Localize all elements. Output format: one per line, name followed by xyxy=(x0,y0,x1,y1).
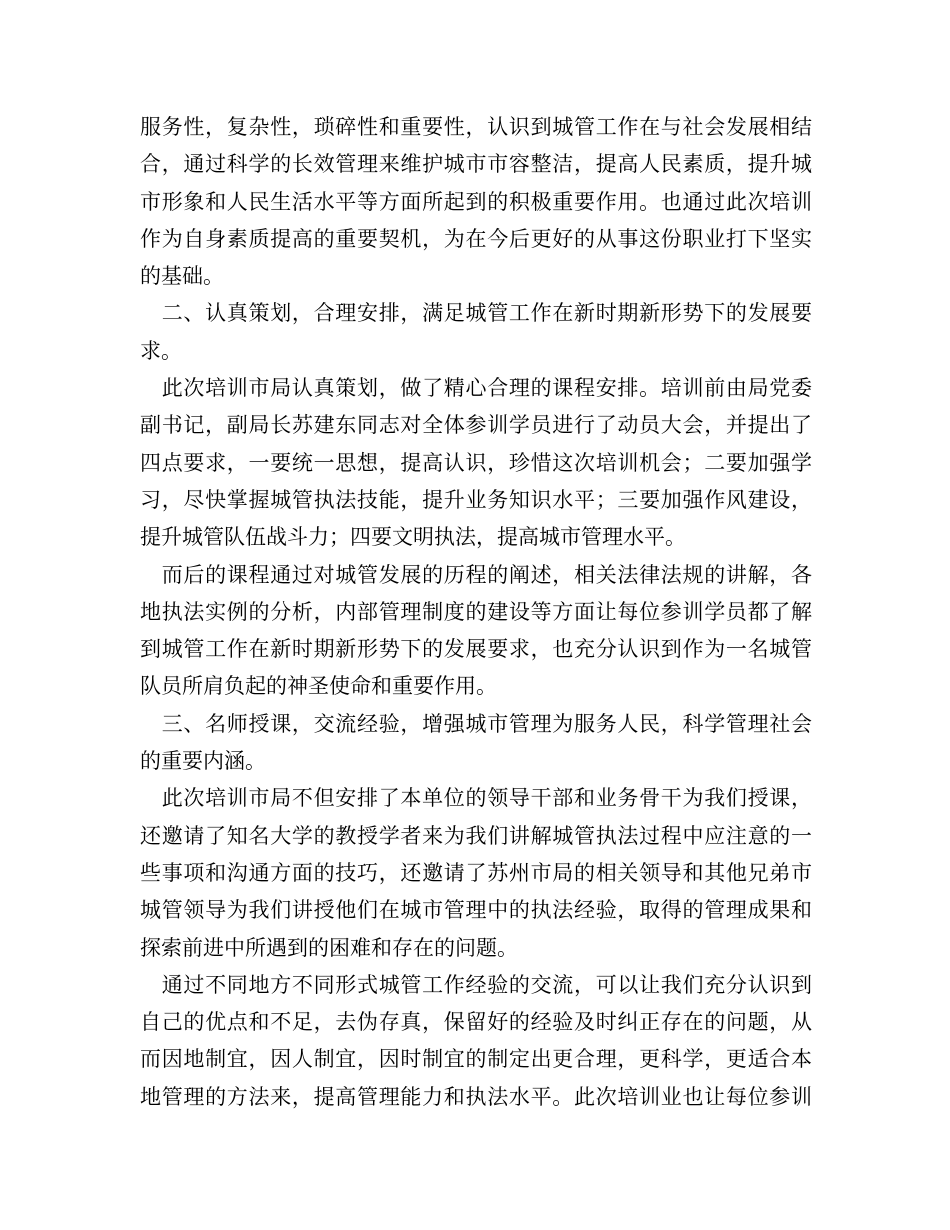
text-line: 此次培训市局不但安排了本单位的领导干部和业务骨干为我们授课， xyxy=(140,786,812,811)
text-line: 到城管工作在新时期新形势下的发展要求，也充分认识到作为一名城管 xyxy=(140,637,812,662)
text-line: 城管领导为我们讲授他们在城市管理中的执法经验，取得的管理成果和 xyxy=(140,898,812,923)
text-line: 服务性，复杂性，琐碎性和重要性，认识到城管工作在与社会发展相结 xyxy=(140,115,812,139)
text-line: 提升城管队伍战斗力；四要文明执法，提高城市管理水平。 xyxy=(140,525,686,550)
text-line: 地执法实例的分析，内部管理制度的建设等方面让每位参训学员都了解 xyxy=(140,599,812,624)
section-heading: 三、名师授课，交流经验，增强城市管理为服务人民，科学管理社会 xyxy=(140,711,812,736)
text-line: 习，尽快掌握城管执法技能，提升业务知识水平；三要加强作风建设， xyxy=(140,487,812,512)
text-line: 此次培训市局认真策划，做了精心合理的课程安排。培训前由局党委 xyxy=(140,376,812,401)
text-line: 作为自身素质提高的重要契机，为在今后更好的从事这份职业打下坚实 xyxy=(140,226,812,251)
text-line: 地管理的方法来，提高管理能力和执法水平。此次培训业也让每位参训 xyxy=(140,1084,812,1109)
text-line: 副书记，副局长苏建东同志对全体参训学员进行了动员大会，并提出了 xyxy=(140,413,812,438)
text-line: 还邀请了知名大学的教授学者来为我们讲解城管执法过程中应注意的一 xyxy=(140,823,812,848)
text-line: 通过不同地方不同形式城管工作经验的交流，可以让我们充分认识到 xyxy=(140,972,812,997)
text-line: 自己的优点和不足，去伪存真，保留好的经验及时纠正存在的问题，从 xyxy=(140,1010,812,1035)
text-line: 合，通过科学的长效管理来维护城市市容整洁，提高人民素质，提升城 xyxy=(140,152,812,177)
section-heading: 二、认真策划，合理安排，满足城管工作在新时期新形势下的发展要 xyxy=(140,301,812,326)
text-line: 四点要求，一要统一思想，提高认识，珍惜这次培训机会；二要加强学 xyxy=(140,450,812,475)
text-line: 探索前进中所遇到的困难和存在的问题。 xyxy=(140,935,518,960)
text-line: 些事项和沟通方面的技巧，还邀请了苏州市局的相关领导和其他兄弟市 xyxy=(140,860,812,885)
text-line: 而因地制宜，因人制宜，因时制宜的制定出更合理，更科学，更适合本 xyxy=(140,1047,812,1072)
text-line: 而后的课程通过对城管发展的历程的阐述，相关法律法规的讲解，各 xyxy=(140,562,812,587)
document-body xyxy=(140,109,812,1116)
text-line: 队员所肩负起的神圣使命和重要作用。 xyxy=(140,674,497,699)
section-heading: 的重要内涵。 xyxy=(140,749,266,774)
section-heading: 求。 xyxy=(140,338,182,363)
text-line: 市形象和人民生活水平等方面所起到的积极重要作用。也通过此次培训 xyxy=(140,189,812,214)
text-line: 的基础。 xyxy=(140,264,224,289)
